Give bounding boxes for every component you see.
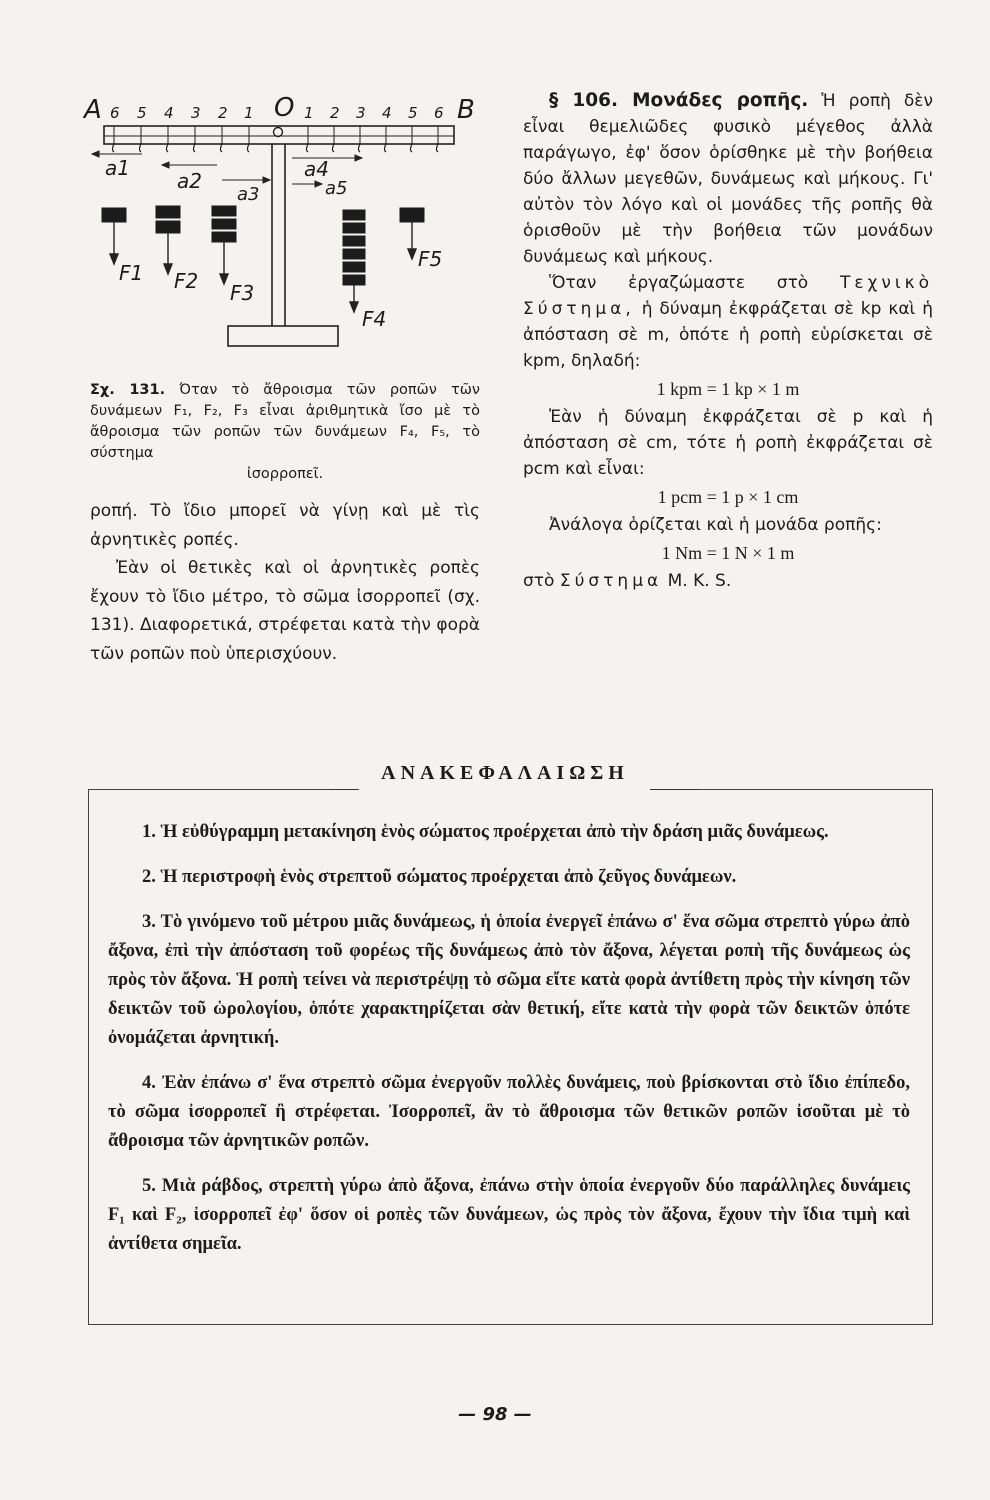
p2-start: Ὅταν ἐργαζώμαστε στὸ [549, 273, 809, 293]
summary-title: ΑΝΑΚΕΦΑΛΑΙΩΣΗ [330, 762, 680, 785]
tick-left-4: 4 [164, 104, 174, 122]
summary-item-2: 2. Ἡ περιστροφὴ ἑνὸς στρεπτοῦ σώματος προέρχεται ἀπὸ ζεῦγος δυνάμεων. [142, 867, 737, 887]
caption-prefix: Σχ. 131. [90, 382, 166, 398]
right-paragraph-3: Ἐὰν ἡ δύναμη ἐκφράζεται σὲ p καὶ ἡ ἀπόσταση σὲ cm, τότε ἡ ροπὴ ἐκφράζεται σὲ pcm καὶ εἶναι: [523, 407, 933, 479]
label-o: O [274, 93, 295, 123]
p2-spaced: Τεχνικὸ Σύστημα, [523, 273, 933, 319]
tick-right-5: 5 [408, 104, 418, 122]
summary-rule-right [650, 789, 700, 790]
label-b: B [457, 95, 475, 125]
caption-text: Όταν τὸ ἄθροισμα τῶν ροπῶν τῶν δυνάμεων F₁, F₂, F₃ εἶναι ἀριθμητικὰ ἴσο μὲ τὸ ἄθροισμα τῶν ροπῶν τῶν δυνάμεων F₄, F₅, τὸ σύστημα [90, 382, 480, 461]
formula-kpm: 1 kpm = 1 kp × 1 m [656, 379, 800, 399]
left-column [90, 497, 480, 668]
force-f3: F3 [230, 281, 255, 305]
tick-right-3: 3 [356, 104, 366, 122]
force-f2: F2 [174, 269, 199, 293]
right-paragraph-2 [523, 270, 933, 374]
p2-end: ἡ δύναμη ἐκφράζεται σὲ kp καὶ ἡ ἀπόσταση σὲ m, ὁπότε ἡ ροπὴ εὑρίσκεται σὲ kpm, δηλαδή: [523, 299, 933, 371]
right-paragraph-1: Ἡ ροπὴ δὲν εἶναι θεμελιῶδες φυσικὸ μέγεθος ἀλλὰ παράγωγο, ἐφ' ὅσον ὁρίσθηκε μὲ τὴν βοήθεια δύο ἄλλων μεγεθῶν, δυνάμεως καὶ μήκους. Γι' αὐτὸν τὸν λόγο καὶ οἱ μονάδες τῆς ροπῆς θὰ ὁρισθοῦν μὲ τὴν βοήθεια τῶν μονάδων δυνάμεως καὶ μήκους. [523, 91, 933, 267]
right-column [523, 88, 933, 594]
formula-pcm: 1 pcm = 1 p × 1 cm [657, 487, 799, 507]
arm-a2: a2 [177, 169, 202, 193]
summary-item-5: 5. Μιὰ ράβδος, στρεπτὴ γύρω ἀπὸ ἄξονα, ἐπάνω στὴν ὁποία ἐνεργοῦν δύο παράλληλες δυνάμεις F₁ καὶ F₂, ἰσορροπεῖ ἐφ' ὅσον οἱ ροπὲς τῶν δυνάμεων, ὡς πρὸς τὸν ἄξονα, ἔχουν τὴν ἴδια τιμὴ καὶ ἀντίθετα σημεῖα. [108, 1176, 910, 1254]
tick-right-2: 2 [330, 104, 340, 122]
arm-a3: a3 [237, 184, 260, 205]
lever-beam [104, 126, 454, 152]
left-paragraph-1: ροπή. Τὸ ἴδιο μπορεῖ νὰ γίνῃ καὶ μὲ τὶς ἀρνητικὲς ροπές. [90, 501, 480, 550]
summary-item-1: 1. Ἡ εὐθύγραμμη μετακίνηση ἑνὸς σώματος προέρχεται ἀπὸ τὴν δράση μιᾶς δυνάμεως. [142, 822, 829, 842]
weight-stacks [102, 206, 424, 285]
force-f1: F1 [119, 261, 144, 285]
tick-left-2: 2 [218, 104, 228, 122]
force-f5: F5 [418, 247, 443, 271]
summary-list [108, 818, 910, 1275]
right-paragraph-4: Ἀνάλογα ὁρίζεται καὶ ἡ μονάδα ροπῆς: [549, 515, 882, 535]
page-number: — 98 — [458, 1404, 532, 1425]
arm-a5: a5 [325, 178, 348, 199]
tick-left-5: 5 [137, 104, 147, 122]
summary-rule-left [330, 789, 358, 790]
tick-left-1: 1 [244, 104, 254, 122]
lever-diagram [82, 88, 482, 358]
arm-a1: a1 [105, 156, 130, 180]
tick-right-6: 6 [434, 104, 444, 122]
formula-nm: 1 Nm = 1 N × 1 m [661, 543, 795, 563]
p5-start: στὸ [523, 571, 555, 591]
p5-end: M. K. S. [667, 571, 732, 591]
section-heading: § 106. Μονάδες ροπῆς. [549, 90, 809, 111]
force-f4: F4 [362, 307, 387, 331]
tick-right-1: 1 [304, 104, 314, 122]
arm-a4: a4 [304, 157, 329, 181]
tick-left-3: 3 [191, 104, 201, 122]
lever-figure [82, 88, 482, 358]
tick-right-4: 4 [382, 104, 392, 122]
left-paragraph-2: Ἐὰν οἱ θετικὲς καὶ οἱ ἀρνητικὲς ροπὲς ἔχουν τὸ ἴδιο μέτρο, τὸ σῶμα ἰσορροπεῖ (σχ. 131). Διαφορετικά, στρέφεται κατὰ τὴν φορὰ τῶν ροπῶν ποὺ ὑπερισχύουν. [90, 558, 480, 664]
tick-left-6: 6 [110, 104, 120, 122]
p5-spaced: Σύστημα [559, 571, 663, 591]
figure-caption [90, 380, 480, 485]
summary-item-3: 3. Τὸ γινόμενο τοῦ μέτρου μιᾶς δυνάμεως, ἡ ὁποία ἐνεργεῖ ἐπάνω σ' ἕνα σῶμα στρεπτὸ γύρω ἀπὸ ἄξονα, ἐπὶ τὴν ἀπόσταση τοῦ φορέως τῆς δυνάμεως ἀπὸ τὸν ἄξονα, λέγεται ροπὴ τῆς δυνάμεως ὡς πρὸς τὸν ἄξονα. Ἡ ροπὴ τείνει νὰ περιστρέψῃ τὸ σῶμα εἴτε κατὰ φορὰ ἀντίθετη πρὸς τὴν κίνηση τῶν δεικτῶν τοῦ ὡρολογίου, ὁπότε χαρακτηρίζεται σὰν θετική, εἴτε κατὰ τὴν φορὰ τῶν δεικτῶν ὁπότε ὀνομάζεται ἀρνητική. [108, 912, 910, 1048]
summary-item-4: 4. Ἐὰν ἐπάνω σ' ἕνα στρεπτὸ σῶμα ἐνεργοῦν πολλὲς δυνάμεις, ποὺ βρίσκονται στὸ ἴδιο ἐπίπεδο, τὸ σῶμα ἰσορροπεῖ ἢ στρέφεται. Ἰσορροπεῖ, ἂν τὸ ἄθροισμα τῶν θετικῶν ροπῶν ἰσοῦται μὲ τὸ ἄθροισμα τῶν ἀρνητικῶν ροπῶν. [108, 1073, 910, 1151]
label-a: A [84, 95, 102, 125]
right-paragraph-5 [523, 568, 933, 594]
caption-end: ἰσορροπεῖ. [246, 466, 324, 482]
